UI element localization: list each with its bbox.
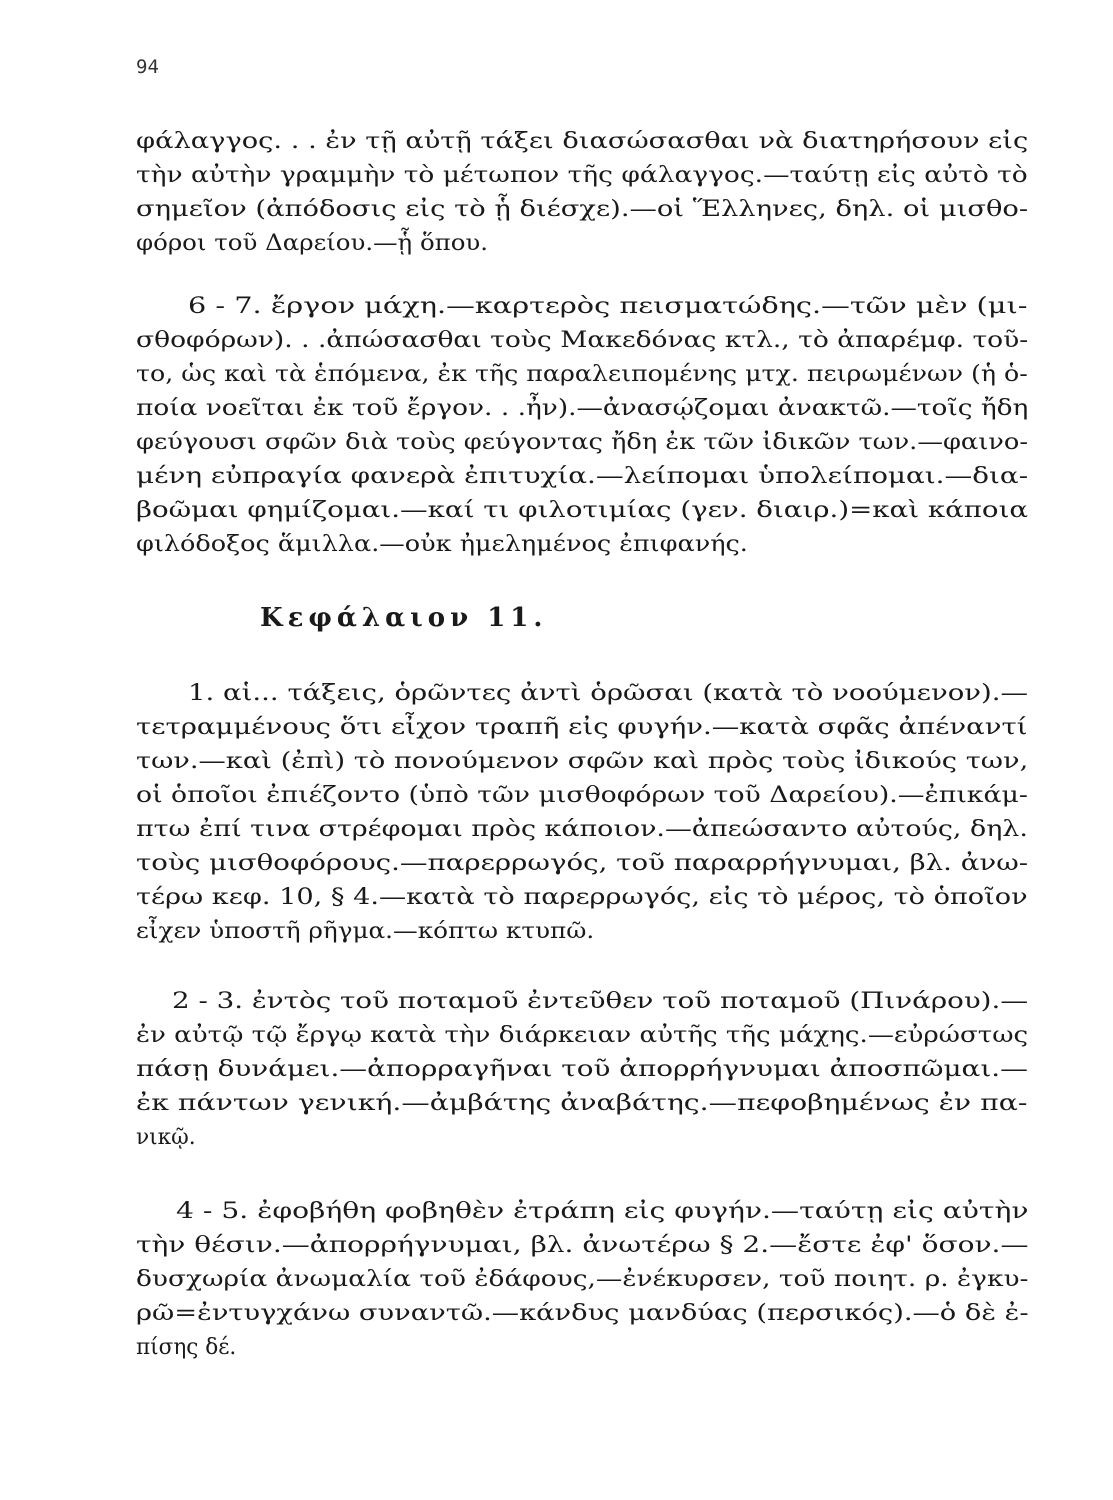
line-text: το, ὡς καὶ τὰ ἑπόμενα, ἐκ τῆς παραλειπομένης μτχ. πειρωμένων (ἡ ὁ- <box>136 362 1028 387</box>
line-text: ποία νοεῖται ἐκ τοῦ ἔργον. . .ἦν).—ἀνασῴζομαι ἀνακτῶ.—τοῖς ἤδη <box>136 396 1029 421</box>
line-text: εἶχεν ὑποστῆ ρῆγμα.—κόπτω κτυπῶ. <box>136 919 595 944</box>
line-text: ρῶ=ἐντυγχάνω συναντῶ.—κάνδυς μανδύας (περσικός).—ὁ δὲ ἐ- <box>136 1301 1029 1326</box>
line-text: των.—καὶ (ἐπὶ) τὸ πονούμενον σφῶν καὶ πρὸς τοὺς ἰδικούς των, <box>136 749 1029 774</box>
text-line <box>0 1019 1113 1053</box>
text-line <box>0 528 1113 562</box>
text-line <box>0 324 1113 358</box>
line-text: πτω ἐπί τινα στρέφομαι πρὸς κάποιον.—ἀπεώσαντο αὐτούς, δηλ. <box>136 817 1028 842</box>
text-line <box>0 711 1113 745</box>
text-line <box>0 915 1113 949</box>
text-line <box>0 745 1113 779</box>
text-line <box>0 193 1113 227</box>
text-line <box>0 392 1113 426</box>
text-line <box>0 460 1113 494</box>
line-text: 6 - 7. ἔργον μάχη.—καρτερὸς πεισματώδης.—τῶν μὲν (μι- <box>188 294 1028 319</box>
line-text: φεύγουσι σφῶν διὰ τοὺς φεύγοντας ἤδη ἐκ τῶν ἰδικῶν των.—φαινο- <box>136 430 1029 455</box>
text-line <box>0 494 1113 528</box>
line-text: φόροι τοῦ Δαρείου.—ᾗ ὅπου. <box>136 231 489 256</box>
text-line <box>0 1331 1113 1365</box>
text-line <box>0 159 1113 193</box>
text-line <box>0 813 1113 847</box>
line-text: φάλαγγος. . . ἐν τῇ αὐτῇ τάξει διασώσασθαι νὰ διατηρήσουν εἰς <box>136 129 1029 154</box>
chapter-heading: Κεφάλαιον 11. <box>260 603 548 633</box>
text-line <box>0 779 1113 813</box>
text-line <box>0 847 1113 881</box>
line-text: 2 - 3. ἐντὸς τοῦ ποταμοῦ ἐντεῦθεν τοῦ ποταμοῦ (Πινάρου).— <box>172 989 1029 1014</box>
line-text: σθοφόρων). . .ἀπώσασθαι τοὺς Μακεδόνας κτλ., τὸ ἀπαρέμφ. τοῦ- <box>136 328 1029 353</box>
text-line <box>0 881 1113 915</box>
line-text: ἐν αὐτῷ τῷ ἔργῳ κατὰ τὴν διάρκειαν αὐτῆς τῆς μάχης.—εὐρώστως <box>136 1023 1029 1048</box>
text-line <box>0 426 1113 460</box>
text-line <box>0 1229 1113 1263</box>
line-text: τέρω κεφ. 10, § 4.—κατὰ τὸ παρερρωγός, εἰς τὸ μέρος, τὸ ὁποῖον <box>136 885 1028 910</box>
line-text: 4 - 5. ἐφοβήθη φοβηθὲν ἐτράπη εἰς φυγήν.—ταύτῃ εἰς αὐτὴν <box>176 1199 1029 1224</box>
line-text: πίσης δέ. <box>136 1335 237 1360</box>
text-line <box>0 358 1113 392</box>
text-line <box>0 227 1113 261</box>
text-line <box>0 1263 1113 1297</box>
line-text: τετραμμένους ὅτι εἶχον τραπῆ εἰς φυγήν.—κατὰ σφᾶς ἀπέναντί <box>136 715 1028 740</box>
line-text: 1. αἱ... τάξεις, ὁρῶντες ἀντὶ ὁρῶσαι (κατὰ τὸ νοούμενον).— <box>188 681 1029 706</box>
line-text: τὴν αὐτὴν γραμμὴν τὸ μέτωπον τῆς φάλαγγος.—ταύτῃ εἰς αὐτὸ τὸ <box>136 163 1028 188</box>
line-text: οἱ ὁποῖοι ἐπιέζοντο (ὑπὸ τῶν μισθοφόρων τοῦ Δαρείου).—ἐπικάμ- <box>136 783 1028 808</box>
line-text: ἐκ πάντων γενική.—ἀμβάτης ἀναβάτης.—πεφοβημένως ἐν πα- <box>136 1091 1028 1116</box>
text-line <box>0 1087 1113 1121</box>
line-text: φιλόδοξος ἅμιλλα.—οὐκ ἠμελημένος ἐπιφανής. <box>136 532 748 557</box>
text-line <box>0 1195 1113 1229</box>
line-text: μένη εὐπραγία φανερὰ ἐπιτυχία.—λείπομαι ὑπολείπομαι.—δια- <box>136 464 1029 489</box>
line-text: τοὺς μισθοφόρους.—παρερρωγός, τοῦ παραρρήγνυμαι, βλ. ἀνω- <box>136 851 1029 876</box>
page-number: 94 <box>136 56 159 78</box>
text-line <box>0 290 1113 324</box>
line-text: βοῶμαι φημίζομαι.—καί τι φιλοτιμίας (γεν. διαιρ.)=καὶ κάποια <box>136 498 1029 523</box>
text-line <box>0 1297 1113 1331</box>
line-text: σημεῖον (ἀπόδοσις εἰς τὸ ᾗ διέσχε).—οἱ Ἕλληνες, δηλ. οἱ μισθο- <box>136 197 1029 222</box>
text-line <box>0 1121 1113 1155</box>
line-text: τὴν θέσιν.—ἀπορρήγνυμαι, βλ. ἀνωτέρω § 2.—ἔστε ἐφ' ὅσον.— <box>136 1233 1029 1258</box>
line-text: πάσῃ δυνάμει.—ἀπορραγῆναι τοῦ ἀπορρήγνυμαι ἀποσπῶμαι.— <box>136 1057 1028 1082</box>
line-text: δυσχωρία ἀνωμαλία τοῦ ἐδάφους,—ἐνέκυρσεν, τοῦ ποιητ. ρ. ἐγκυ- <box>136 1267 1029 1292</box>
line-text: νικῷ. <box>136 1125 196 1150</box>
text-line <box>0 125 1113 159</box>
text-line <box>0 677 1113 711</box>
text-line <box>0 985 1113 1019</box>
text-line <box>0 1053 1113 1087</box>
